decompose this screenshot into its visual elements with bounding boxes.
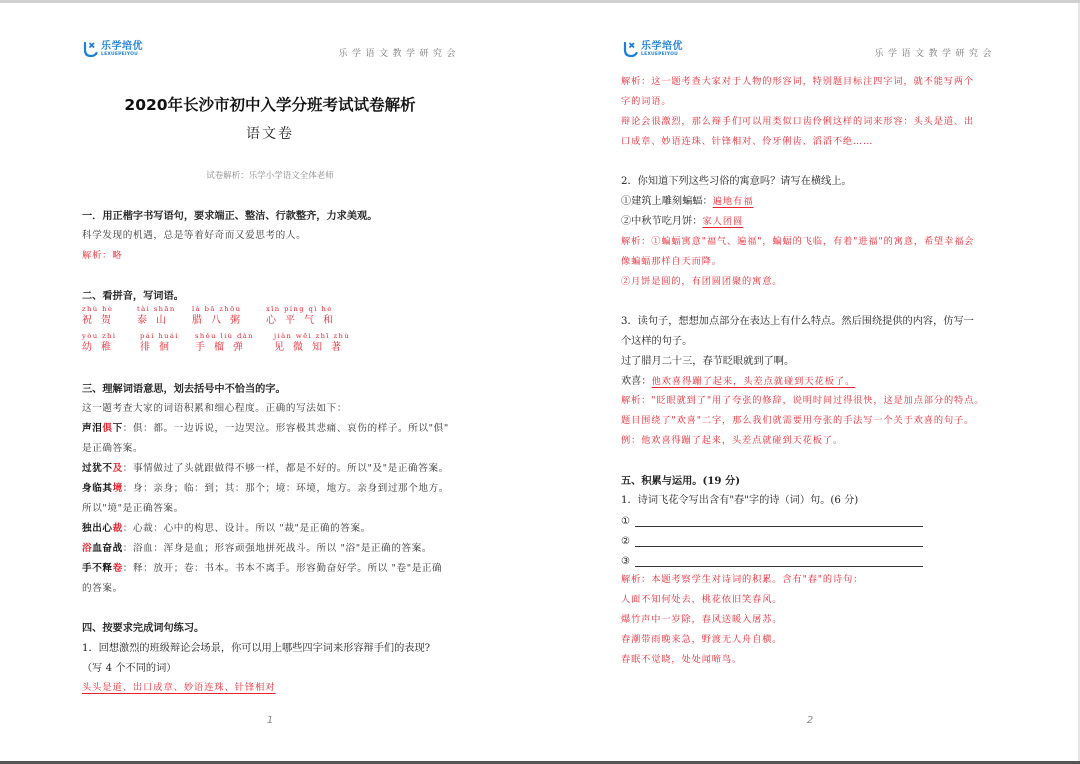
question-4-2: 2．你知道下列这些习俗的寓意吗？请写在横线上。 [621, 176, 852, 187]
hanzi: 手榴弹 [195, 342, 252, 353]
idiom-pre: 过犹不 [82, 463, 113, 474]
answer-blank[interactable] [621, 511, 923, 527]
pinyin: tài shān [137, 305, 176, 313]
analysis-4-2-line: 解析：①蝙蝠寓意"福气、遍福"，蝙蝠的飞临，有着"进福"的寓意，希望幸福会 [621, 236, 975, 247]
page-2 [540, 3, 1080, 761]
idiom-explain: ：俱：都。一边诉说，一边哭泣。形容极其悲痛、哀伤的样子。所以"俱" [122, 423, 449, 434]
question-4-3: 3．读句子，想想加点部分在表达上有什么特点。然后围绕提供的内容，仿写一 [621, 316, 974, 327]
idiom-highlight: 卷 [112, 563, 123, 574]
pinyin-word [195, 332, 254, 355]
idiom-pre: 声泪 [82, 423, 103, 434]
idiom-highlight: 境 [112, 483, 123, 494]
page-header [622, 41, 996, 65]
answer-blank[interactable] [621, 551, 923, 567]
logo-cn: 乐学培优 [101, 41, 143, 53]
idiom-pre: 手不释 [82, 563, 113, 574]
pinyin: xīn píng qì hé [266, 305, 333, 313]
blank-number: ② [621, 536, 630, 547]
idiom-highlight: 俱 [102, 423, 113, 434]
pinyin: là bā zhōu [192, 305, 242, 313]
page-1 [0, 3, 540, 761]
question-4-2-item [621, 195, 753, 209]
pinyin-word [140, 332, 179, 355]
logo-icon [82, 41, 98, 59]
question-4-1-cont: （写 4 个不同的词） [82, 663, 177, 674]
brand-logo [82, 41, 143, 59]
analysis-4-1-line: 解析：这一题考查大家对于人物的形容词，特别题目标注四字词，就不能写两个 [621, 76, 975, 87]
hanzi: 祝贺 [82, 315, 120, 326]
idiom-post: 血奋战 [92, 543, 123, 554]
org-name: 乐学语文教学研究会 [874, 49, 996, 59]
idiom-explain-cont: 所以"境"是正确答案。 [82, 503, 184, 514]
idiom-item [82, 462, 449, 476]
question-4-2-item [621, 215, 743, 229]
idiom-explain: ：事情做过了头就跟做得不够一样，都是不好的。所以"及"是正确答案。 [122, 463, 449, 474]
item-answer: 家人团圆 [702, 216, 744, 227]
section-3-heading: 三、理解词语意思，划去括号中不恰当的字。 [82, 383, 286, 395]
question-4-1: 1．回想激烈的班级辩论会场景，你可以用上哪些四字词来形容辩手们的表现? [82, 643, 431, 654]
hanzi: 见微知著 [274, 342, 350, 353]
answer-text: 他欢喜得蹦了起来，头差点就碰到天花板了。 [651, 376, 856, 387]
section-1-heading: 一．用正楷字书写语句，要求端正、整洁、行款整齐，力求美观。 [82, 210, 378, 222]
section-1-sentence: 科学发现的机遇，总是等着好奇而又爱思考的人。 [82, 230, 307, 241]
section-4-heading: 四、按要求完成词句练习。 [82, 622, 205, 634]
question-5-1: 1．诗词飞花令写出含有"春"字的诗（词）句。(6 分) [621, 495, 859, 506]
answer-4-3 [621, 375, 855, 389]
pinyin: zhù hè [82, 305, 114, 313]
hanzi: 幼稚 [82, 342, 120, 353]
section-2-heading: 二、看拼音，写词语。 [82, 290, 184, 302]
idiom-item [82, 482, 449, 496]
idiom-item [82, 522, 371, 536]
pinyin-row-1 [82, 305, 382, 329]
analysis-4-3-line: 题目围绕了"欢喜"二字，那么我们就需要用夸张的手法写一个关于欢喜的句子。 [621, 415, 975, 426]
logo-en: LEXUEPEIYOU [641, 52, 678, 58]
poem-line: 春眠不觉晓，处处闻啼鸟。 [621, 654, 743, 665]
analysis-4-2-line: ②月饼是圆的，有团圆团聚的寓意。 [621, 276, 783, 287]
question-4-3-cont: 个这样的句子。 [621, 336, 693, 347]
analysis-5-1: 解析：本题考察学生对诗词的积累。含有"春"的诗句： [621, 574, 864, 585]
section-1-analysis: 解析：略 [82, 250, 123, 261]
item-label: ②中秋节吃月饼： [621, 216, 703, 227]
blank-number: ① [621, 516, 630, 527]
page-number: 2 [806, 715, 814, 726]
hanzi: 心平气和 [266, 315, 342, 326]
hanzi: 腊八粥 [192, 315, 249, 326]
pinyin: pái huái [140, 332, 179, 340]
poem-line: 爆竹声中一岁除，春风送暖入屠苏。 [621, 614, 783, 625]
idiom-pre: 独出心 [82, 523, 113, 534]
idiom-explain-cont: 的答案。 [82, 583, 123, 594]
idiom-explain: ：身：亲身；临：到；其：那个；境：环境，地方。亲身到过那个地方。 [122, 483, 449, 494]
idiom-highlight: 及 [112, 463, 123, 474]
pinyin-word [266, 305, 342, 328]
pinyin-word [82, 305, 120, 328]
idiom-explain: ：浴血：浑身是血；形容顽强地拼死战斗。所以 "浴"是正确的答案。 [122, 543, 433, 554]
item-label: ①建筑上雕刻蝙蝠： [621, 196, 713, 207]
logo-en: LEXUEPEIYOU [101, 52, 138, 58]
page-header [82, 41, 460, 65]
item-answer: 遍地有福 [712, 196, 754, 207]
org-name: 乐学语文教学研究会 [338, 49, 460, 59]
section-5-heading: 五、积累与运用。(19 分) [621, 475, 741, 487]
blank-rule [635, 515, 923, 527]
analysis-4-2-line: 像蝙蝠那样自天而降。 [621, 256, 722, 267]
document-title: 2020年长沙市初中入学分班考试试卷解析 [124, 96, 416, 114]
logo-cn: 乐学培优 [641, 41, 683, 53]
idiom-pre: 身临其 [82, 483, 113, 494]
analysis-4-3-line: 解析："眨眼就到了"用了夸张的修辞，说明时间过得很快，这是加点部分的特点。 [621, 395, 985, 406]
pinyin-row-2 [82, 332, 382, 356]
logo-icon [622, 41, 638, 59]
poem-line: 春潮带雨晚来急，野渡无人舟自横。 [621, 634, 783, 645]
poem-line: 人面不知何处去，桃花依旧笑春风。 [621, 594, 783, 605]
pinyin-word [192, 305, 249, 328]
idiom-explain: ：心裁：心中的构思、设计。所以 "裁"是正确的答案。 [122, 523, 371, 534]
blank-number: ③ [621, 556, 630, 567]
document-subtitle: 语文卷 [246, 126, 294, 142]
analysis-4-1-line: 辩论会很激烈，那么辩手们可以用类似口齿伶俐这样的词来形容：头头是道、出 [621, 116, 975, 127]
pinyin: shǒu liú dàn [195, 332, 254, 340]
hanzi: 徘徊 [140, 342, 178, 353]
pinyin-word [274, 332, 350, 355]
idiom-item [82, 542, 432, 556]
answer-label: 欢喜： [621, 376, 652, 387]
analysis-4-3-line: 例：他欢喜得蹦了起来，头差点就碰到天花板了。 [621, 435, 843, 446]
idiom-post: 下 [112, 423, 123, 434]
pinyin: yòu zhì [82, 332, 117, 340]
brand-logo [622, 41, 683, 59]
section-3-intro: 这一题考查大家的词语积累和细心程度。正确的写法如下： [82, 403, 348, 414]
page-number: 1 [266, 715, 274, 726]
blank-rule [635, 555, 923, 567]
blank-rule [635, 535, 923, 547]
document-byline: 试卷解析：乐学小学语文全体老师 [206, 171, 334, 181]
pinyin-word [82, 332, 120, 355]
pinyin: jiàn wēi zhī zhù [274, 332, 351, 340]
hanzi: 泰山 [137, 315, 175, 326]
question-4-3-example: 过了腊月二十三，春节眨眼就到了啊。 [621, 356, 795, 367]
idiom-highlight: 浴 [82, 543, 93, 554]
idiom-explain: ：释：放开；卷：书本。书本不离手。形容勤奋好学。所以 "卷"是正确 [122, 563, 443, 574]
analysis-4-1-line: 口成章、妙语连珠、针锋相对、伶牙俐齿、滔滔不绝…… [621, 136, 874, 147]
answer-blank[interactable] [621, 531, 923, 547]
idiom-item [82, 422, 449, 436]
idiom-highlight: 裁 [112, 523, 123, 534]
idiom-item [82, 562, 442, 576]
answer-4-1: 头头是道、出口成章、妙语连珠、针锋相对 [82, 682, 276, 693]
analysis-4-1-line: 字的词语。 [621, 96, 672, 107]
pinyin-word [137, 305, 176, 328]
idiom-explain-cont: 是正确答案。 [82, 443, 144, 454]
